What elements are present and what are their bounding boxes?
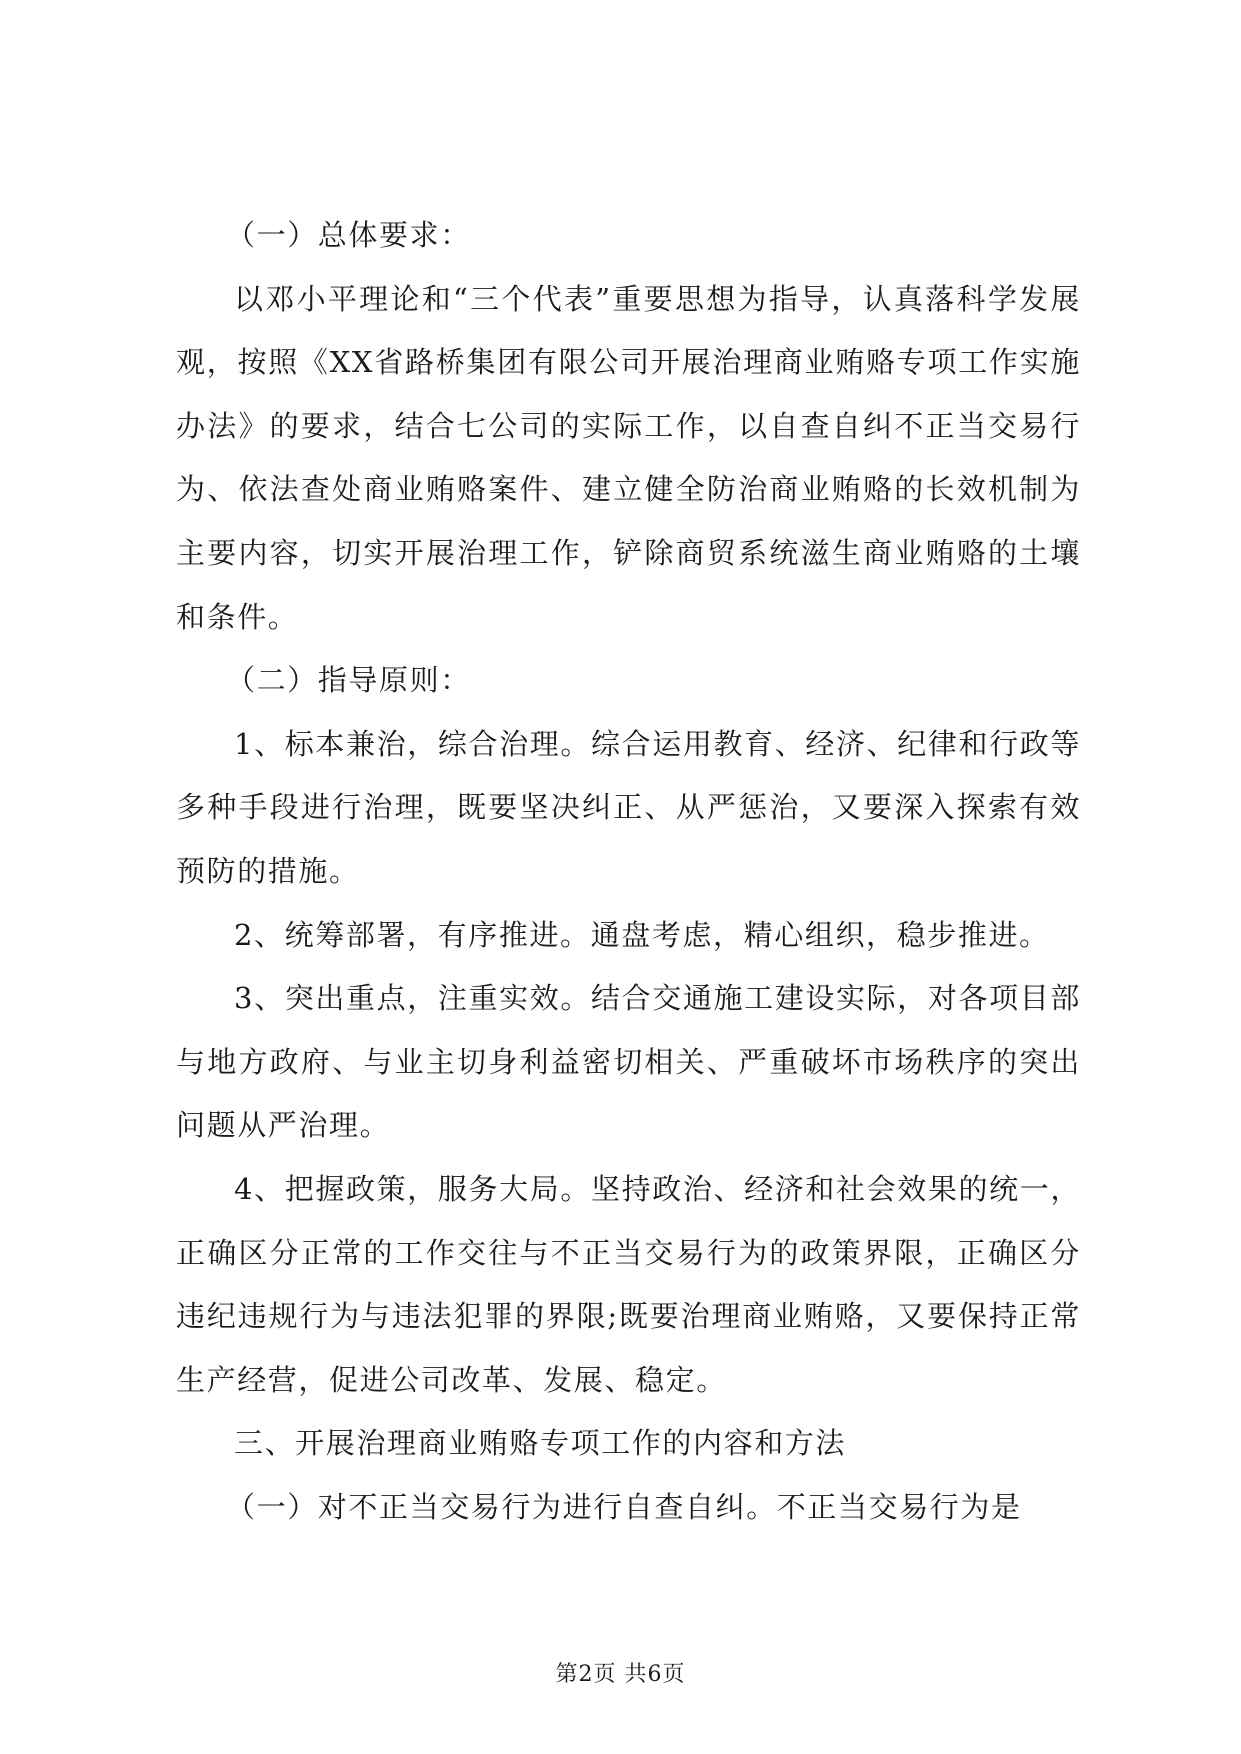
paragraph-principle-2: 2、统筹部署，有序推进。通盘考虑，精心组织，稳步推进。 [234,917,1050,952]
section-heading-content-and-methods: 三、开展治理商业贿赂专项工作的内容和方法 [234,1426,847,1461]
section-heading-overall-requirements: （一）总体要求： [226,218,471,252]
paragraph-principle-1: 1、标本兼治，综合治理。综合运用教育、经济、纪律和行政等多种手段进行治理，既要坚决纠正、从严惩治，又要深入探索有效预防的措施。 [176,726,1081,888]
page-number-footer: 第2页 共6页 [555,1662,686,1687]
section-heading-guiding-principles: （二）指导原则： [226,663,471,698]
paragraph-guiding-ideology: 以邓小平理论和“三个代表”重要思想为指导，认真落科学发展观，按照《XX省路桥集团有限公司开展治理商业贿赂专项工作实施办法》的要求，结合七公司的实际工作，以自查自纠不正当交易行为、依法查处商业贿赂案件、建立健全防治商业贿赂的长效机制为主要内容，切实开展治理工作，铲除商贸系统滋生商业贿赂的土壤和条件。 [176,281,1081,634]
paragraph-principle-4: 4、把握政策，服务大局。坚持政治、经济和社会效果的统一，正确区分正常的工作交往与不正当交易行为的政策界限，正确区分违纪违规行为与违法犯罪的界限;既要治理商业贿赂，又要保持正常生产经营，促进公司改革、发展、稳定。 [176,1171,1081,1397]
document-body [176,204,1081,1539]
paragraph-principle-3: 3、突出重点，注重实效。结合交通施工建设实际，对各项目部与地方政府、与业主切身利益密切相关、严重破坏市场秩序的突出问题从严治理。 [176,981,1081,1143]
paragraph-self-inspection: （一）对不正当交易行为进行自查自纠。不正当交易行为是 [226,1489,1022,1524]
